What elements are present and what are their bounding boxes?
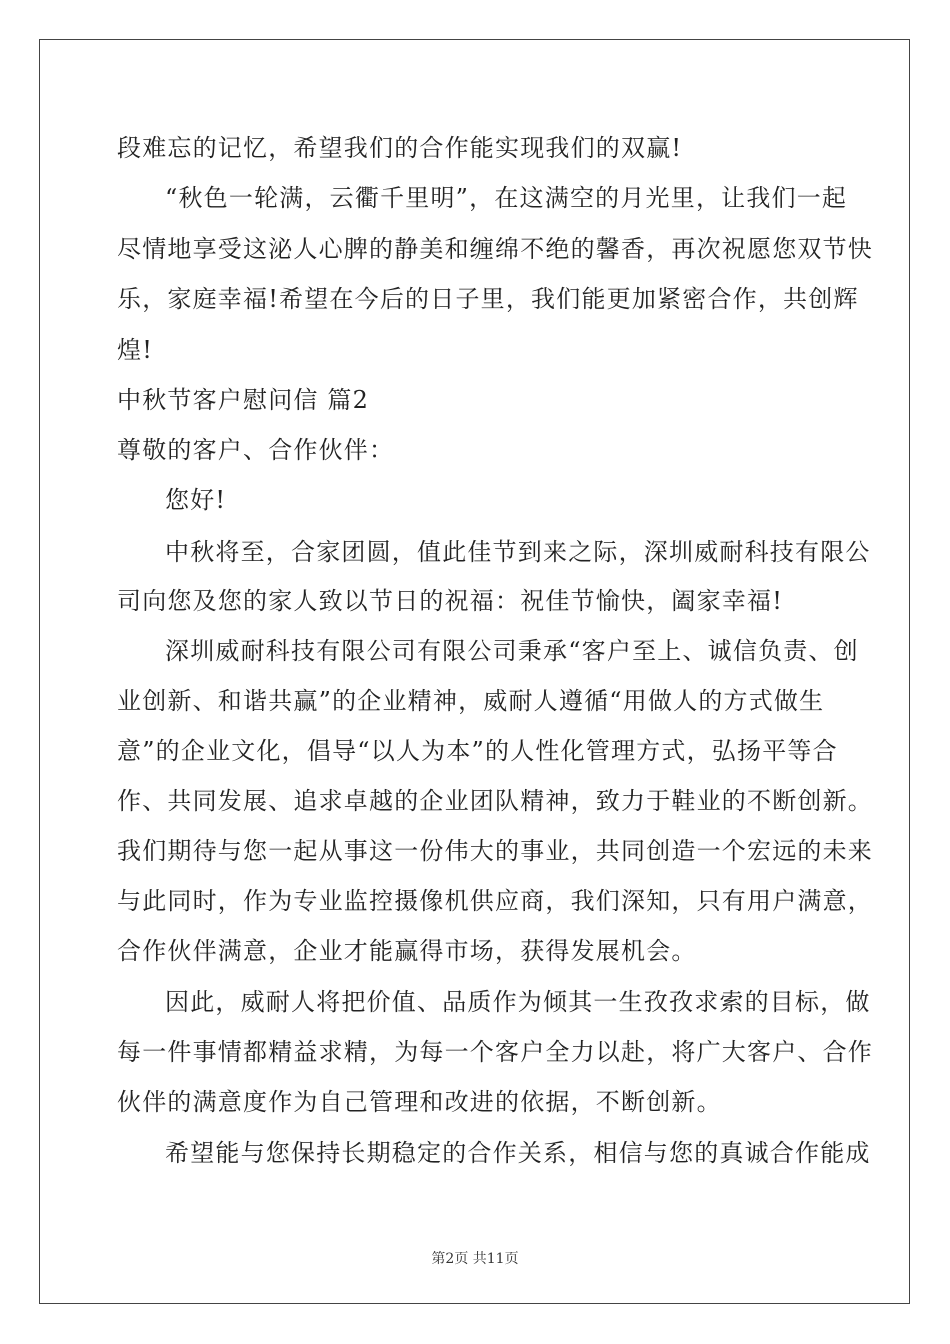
- text-line: 伙伴的满意度作为自己管理和改进的依据，不断创新。: [117, 1088, 722, 1116]
- page-number-footer: 第2页 共11页: [431, 1251, 519, 1267]
- text-line: 乐，家庭幸福!希望在今后的日子里，我们能更加紧密合作，共创辉: [117, 285, 859, 313]
- section-heading: 中秋节客户慰问信 篇2: [117, 386, 370, 414]
- text-line: 合作伙伴满意，企业才能赢得市场，获得发展机会。: [117, 937, 697, 965]
- text-line: 段难忘的记忆，希望我们的合作能实现我们的双赢!: [117, 134, 683, 162]
- text-line: “秋色一轮满，云衢千里明”，在这满空的月光里，让我们一起: [165, 184, 848, 212]
- text-line: 每一件事情都精益求精，为每一个客户全力以赴，将广大客户、合作: [117, 1038, 873, 1066]
- text-line: 意”的企业文化，倡导“以人为本”的人性化管理方式，弘扬平等合: [117, 737, 838, 765]
- text-line: 我们期待与您一起从事这一份伟大的事业，共同创造一个宏远的未来: [117, 837, 873, 865]
- text-line: 尽情地享受这泌人心脾的静美和缠绵不绝的馨香，再次祝愿您双节快: [117, 235, 873, 263]
- text-line: 业创新、和谐共赢”的企业精神，威耐人遵循“用做人的方式做生: [117, 687, 825, 715]
- text-line: 司向您及您的家人致以节日的祝福：祝佳节愉快，阖家幸福!: [117, 587, 784, 615]
- greeting: 您好!: [165, 486, 227, 514]
- text-line: 作、共同发展、追求卓越的企业团队精神，致力于鞋业的不断创新。: [117, 787, 873, 815]
- salutation: 尊敬的客户、合作伙伴：: [117, 436, 395, 464]
- text-line: 中秋将至，合家团圆，值此佳节到来之际，深圳威耐科技有限公: [165, 538, 871, 566]
- text-line: 煌!: [117, 336, 154, 364]
- text-line: 因此，威耐人将把价值、品质作为倾其一生孜孜求索的目标，做: [165, 988, 871, 1016]
- text-line: 希望能与您保持长期稳定的合作关系，相信与您的真诚合作能成: [165, 1139, 871, 1167]
- text-line: 深圳威耐科技有限公司有限公司秉承“客户至上、诚信负责、创: [165, 637, 859, 665]
- text-line: 与此同时，作为专业监控摄像机供应商，我们深知，只有用户满意，: [117, 887, 873, 915]
